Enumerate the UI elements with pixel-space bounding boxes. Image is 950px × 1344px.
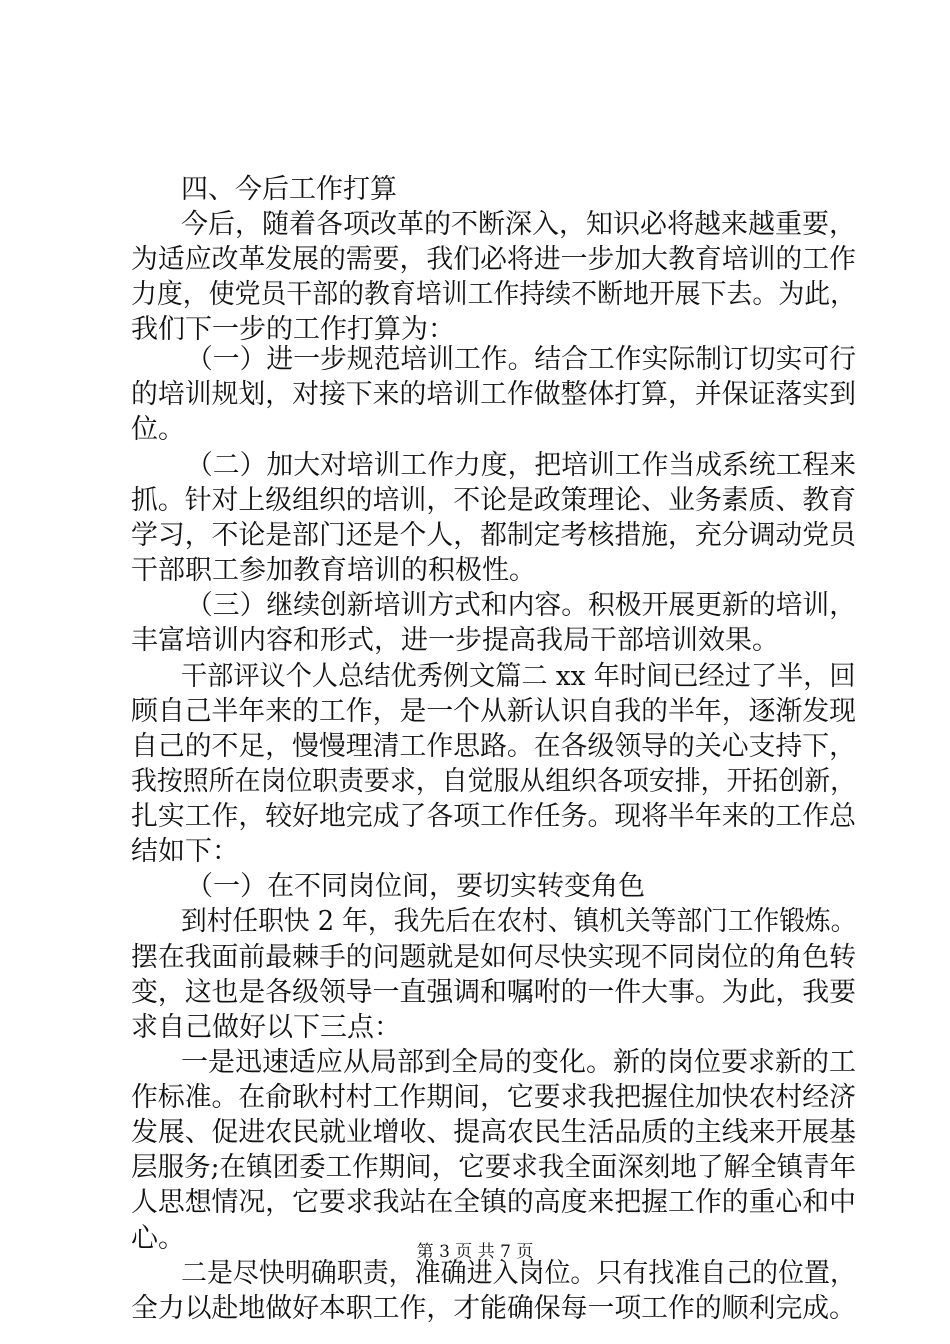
- text-line: 力度，使党员干部的教育培训工作持续不断地开展下去。为此，: [131, 278, 857, 310]
- text-line: 扎实工作，较好地完成了各项工作任务。现将半年来的工作总: [131, 800, 856, 832]
- page-number-footer: 第 3 页 共 7 页: [416, 1242, 534, 1262]
- text-line: 人思想情况，它要求我站在全镇的高度来把握工作的重心和中: [131, 1186, 856, 1218]
- text-line: （一）进一步规范培训工作。结合工作实际制订切实可行: [186, 343, 857, 375]
- text-line: 层服务;在镇团委工作期间，它要求我全面深刻地了解全镇青年: [131, 1151, 857, 1183]
- text-line: 顾自己半年来的工作，是一个从新认识自我的半年，逐渐发现: [131, 695, 856, 727]
- text-line: （二）加大对培训工作力度，把培训工作当成系统工程来: [186, 449, 857, 481]
- text-line: 今后，随着各项改革的不断深入，知识必将越来越重要，: [181, 208, 856, 240]
- text-line: 结如下：: [131, 835, 239, 867]
- text-line: （三）继续创新培训方式和内容。积极开展更新的培训，: [186, 589, 857, 621]
- text-line: 二是尽快明确职责，准确进入岗位。只有找准自己的位置，: [181, 1257, 856, 1289]
- text-line: 发展、促进农民就业增收、提高农民生活品质的主线来开展基: [131, 1116, 856, 1148]
- text-line: 到村任职快 2 年，我先后在农村、镇机关等部门工作锻炼。: [181, 905, 857, 937]
- text-line: 作标准。在俞耿村村工作期间，它要求我把握住加快农村经济: [131, 1081, 856, 1113]
- text-line: 摆在我面前最棘手的问题就是如何尽快实现不同岗位的角色转: [131, 941, 856, 973]
- text-line: 位。: [131, 413, 185, 445]
- text-line: 全力以赴地做好本职工作，才能确保每一项工作的顺利完成。: [131, 1292, 856, 1324]
- text-line: （一）在不同岗位间，要切实转变角色: [186, 870, 645, 902]
- text-line: 的培训规划，对接下来的培训工作做整体打算，并保证落实到: [131, 378, 856, 410]
- text-line: 我按照所在岗位职责要求，自觉服从组织各项安排，开拓创新，: [131, 765, 857, 797]
- text-line: 一是迅速适应从局部到全局的变化。新的岗位要求新的工: [181, 1046, 856, 1078]
- text-line: 求自己做好以下三点：: [131, 1011, 401, 1043]
- text-line: 学习，不论是部门还是个人，都制定考核措施，充分调动党员: [131, 519, 856, 551]
- text-line: 变，这也是各级领导一直强调和嘱咐的一件大事。为此，我要: [131, 976, 856, 1008]
- text-line: 干部评议个人总结优秀例文篇二 xx 年时间已经过了半，回: [181, 660, 856, 692]
- text-line: 丰富培训内容和形式，进一步提高我局干部培训效果。: [131, 624, 779, 656]
- text-line: 四、今后工作打算: [181, 173, 397, 205]
- text-line: 心。: [131, 1222, 185, 1254]
- text-line: 抓。针对上级组织的培训，不论是政策理论、业务素质、教育: [131, 484, 856, 516]
- text-line: 我们下一步的工作打算为：: [131, 313, 455, 345]
- text-line: 为适应改革发展的需要，我们必将进一步加大教育培训的工作: [131, 243, 856, 275]
- text-line: 干部职工参加教育培训的积极性。: [131, 554, 536, 586]
- text-line: 自己的不足，慢慢理清工作思路。在各级领导的关心支持下，: [131, 730, 856, 762]
